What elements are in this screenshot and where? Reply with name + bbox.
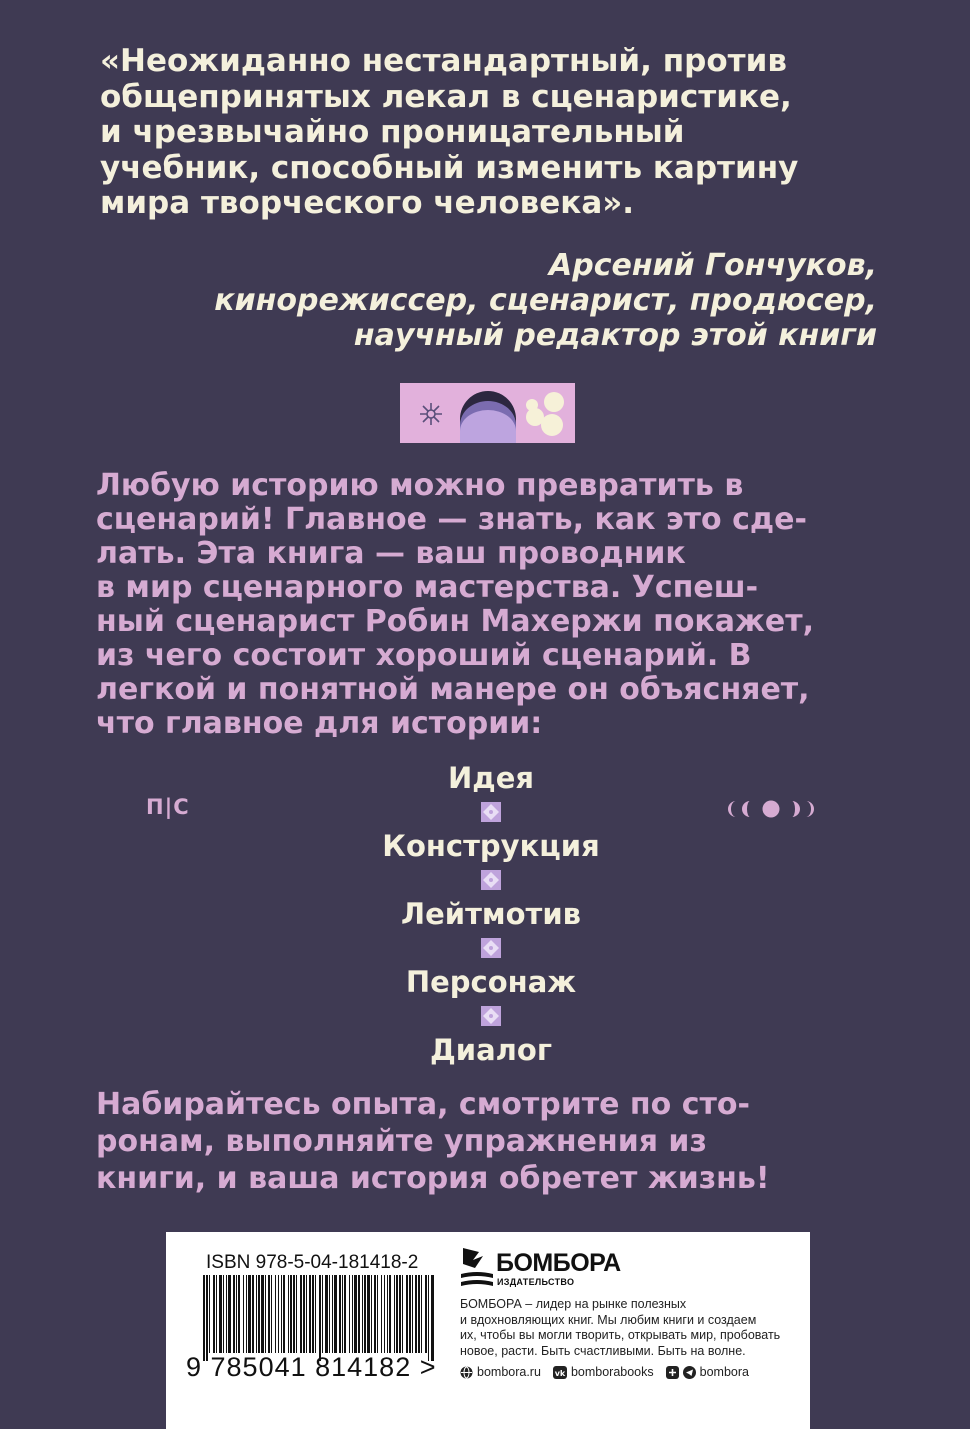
diamond-separator-icon bbox=[0, 798, 970, 826]
description-line: что главное для истории: bbox=[96, 706, 543, 741]
barcode-digits: 9 785041 814182 > bbox=[186, 1352, 437, 1382]
quote-line: учебник, способный изменить картину bbox=[100, 149, 799, 186]
description-line: из чего состоит хороший сценарий. В bbox=[96, 638, 752, 673]
vk-link[interactable] bbox=[553, 1365, 654, 1379]
description-line: Любую историю можно превратить в bbox=[96, 468, 744, 503]
key-elements-list bbox=[0, 758, 970, 1070]
quote-line: «Неожиданно нестандартный, против bbox=[100, 43, 787, 79]
author-line: кинорежиссер, сценарист, продюсер, bbox=[214, 283, 877, 318]
closing-text bbox=[96, 1086, 896, 1197]
moon-stack-icon bbox=[460, 391, 516, 443]
list-item: Идея bbox=[448, 761, 534, 795]
globe-icon bbox=[460, 1366, 473, 1379]
list-item: Лейтмотив bbox=[401, 897, 581, 931]
publisher-text-line: и вдохновляющих книг. Мы любим книги и создаем bbox=[460, 1312, 757, 1327]
publisher-subtitle: ИЗДАТЕЛЬСТВО bbox=[497, 1277, 575, 1287]
barcode-panel bbox=[166, 1232, 810, 1429]
vk-icon bbox=[553, 1366, 567, 1379]
website-label: bombora.ru bbox=[477, 1365, 541, 1379]
quote-line: и чрезвычайно проницательный bbox=[100, 114, 685, 150]
telegram-icon bbox=[683, 1366, 696, 1379]
outro-line: ронам, выполняйте упражнения из bbox=[96, 1124, 707, 1159]
publisher-text-line: БОМБОРА – лидер на рынке полезных bbox=[460, 1297, 687, 1311]
website-link[interactable] bbox=[460, 1365, 541, 1379]
decorative-emblem bbox=[400, 383, 575, 443]
publisher-text bbox=[460, 1297, 805, 1359]
circles-icon bbox=[526, 392, 564, 436]
book-description bbox=[96, 469, 896, 741]
review-quote bbox=[100, 44, 900, 222]
quote-author bbox=[117, 248, 877, 353]
description-line: легкой и понятной манере он объясняет, bbox=[96, 672, 810, 707]
outro-line: книги, и ваша история обретет жизнь! bbox=[96, 1161, 770, 1196]
bombora-logo-icon bbox=[459, 1244, 495, 1292]
description-line: лать. Эта книга — ваш проводник bbox=[96, 536, 686, 571]
list-item: Персонаж bbox=[405, 965, 577, 999]
description-line: в мир сценарного мастерства. Успеш- bbox=[96, 570, 759, 605]
isbn-label: ISBN 978-5-04-181418-2 bbox=[206, 1252, 419, 1273]
telegram-link[interactable] bbox=[666, 1365, 749, 1379]
description-line: сценарий! Главное — знать, как это сде- bbox=[96, 502, 807, 537]
quote-line: мира творческого человека». bbox=[100, 185, 635, 221]
publisher-text-line: их, чтобы вы могли творить, открывать мир, пробовать bbox=[460, 1328, 781, 1342]
description-line: ный сценарист Робин Махержи покажет, bbox=[96, 604, 815, 639]
list-item: Конструкция bbox=[382, 829, 600, 863]
diamond-separator-icon bbox=[0, 1002, 970, 1030]
outro-line: Набирайтесь опыта, смотрите по сто- bbox=[96, 1087, 750, 1122]
diamond-separator-icon bbox=[0, 934, 970, 962]
author-line: Арсений Гончуков, bbox=[549, 248, 877, 283]
publisher-text-line: новое, расти. Быть счастливыми. Быть на волне. bbox=[460, 1343, 746, 1358]
telegram-label: bombora bbox=[699, 1365, 749, 1379]
publisher-name: БОМБОРА bbox=[496, 1249, 621, 1277]
author-line: научный редактор этой книги bbox=[353, 318, 877, 353]
asterisk-icon bbox=[420, 403, 442, 425]
plus-icon bbox=[666, 1366, 679, 1379]
vk-label: bomborabooks bbox=[570, 1365, 654, 1379]
svg-text:vk: vk bbox=[554, 1368, 566, 1378]
diamond-separator-icon bbox=[0, 866, 970, 894]
list-item: Диалог bbox=[429, 1033, 553, 1067]
pic-label: П|С bbox=[146, 795, 190, 819]
social-links bbox=[460, 1365, 761, 1379]
quote-line: общепринятых лекал в сценаристике, bbox=[100, 78, 792, 115]
